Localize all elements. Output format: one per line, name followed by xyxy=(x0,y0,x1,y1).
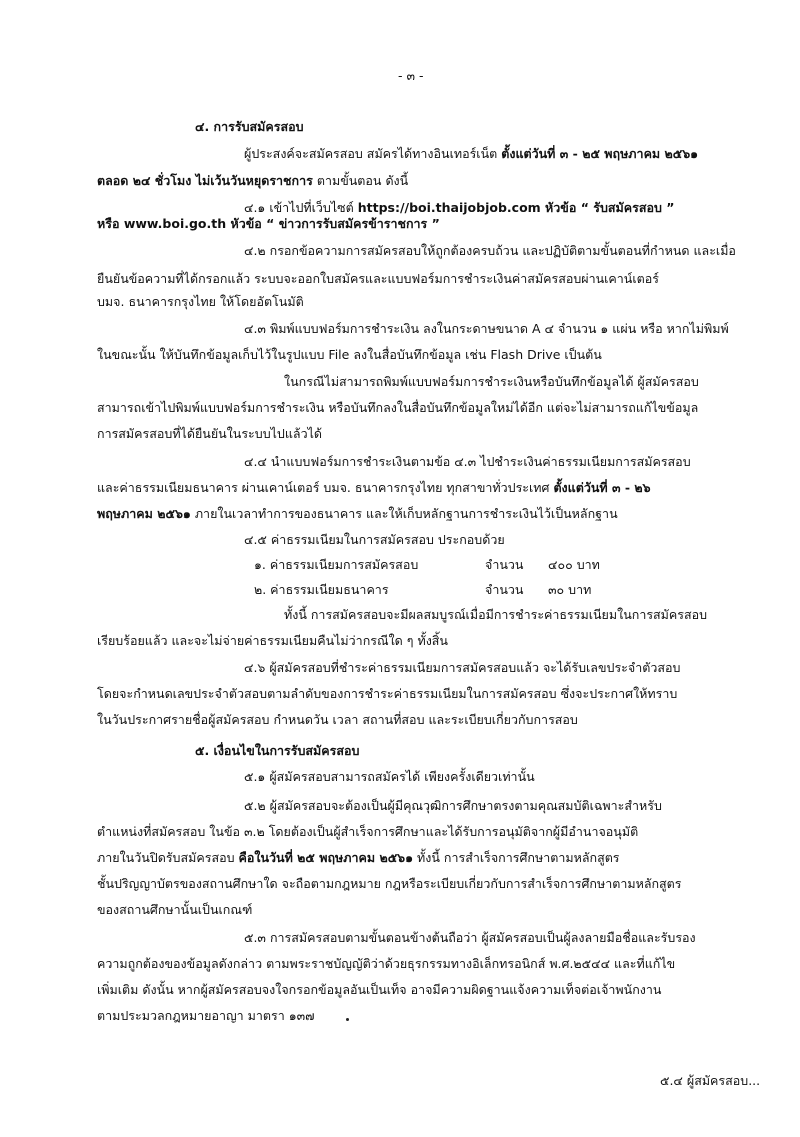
p43-line2: ในขณะนั้น ให้บันทึกข้อมูลเก็บไว้ในรูปแบบ File ลงในสื่อบันทึกข้อมูล เช่น Flash Drive เป็นต้น xyxy=(97,347,602,362)
p42-line2: ยืนยันข้อความที่ได้กรอกแล้ว ระบบจะออกใบสมัครและแบบฟอร์มการชำระเงินค่าสมัครสอบผ่านเคาน์เตอร์ xyxy=(97,271,659,286)
p46-line1: ๔.๖ ผู้สมัครสอบที่ชำระค่าธรรมเนียมการสมัครสอบแล้ว จะได้รับเลขประจำตัวสอบ xyxy=(244,660,681,675)
p46-line2: โดยจะกำหนดเลขประจำตัวสอบตามลำดับของการชำระค่าธรรมเนียมในการสมัครสอบ ซึ่งจะประกาศให้ทราบ xyxy=(97,686,678,701)
page-number: - ๓ - xyxy=(398,68,424,83)
p44-line1: ๔.๔ นำแบบฟอร์มการชำระเงินตามข้อ ๔.๓ ไปชำระเงินค่าธรรมเนียมการสมัครสอบ xyxy=(244,454,691,469)
p43-line1: ๔.๓ พิมพ์แบบฟอร์มการชำระเงิน ลงในกระดาษขนาด A ๔ จำนวน ๑ แผ่น หรือ หากไม่พิมพ์ xyxy=(244,321,729,336)
p44-payment-dates: ตั้งแต่วันที่ ๓ - ๒๖ xyxy=(553,480,651,495)
p41-line1: ๔.๑ เข้าไปที่เว็บไซต์ https://boi.thaijobjob.com หัวข้อ “ รับสมัครสอบ ” xyxy=(244,200,675,215)
fee-row-bank xyxy=(0,581,800,599)
p42-line1: ๔.๒ กรอกข้อความการสมัครสอบให้ถูกต้องครบถ้วน และปฏิบัติตามขั้นตอนที่กำหนด และเมื่อ xyxy=(244,243,736,258)
p52-deadline: คือในวันที่ ๒๕ พฤษภาคม ๒๕๖๑ xyxy=(238,850,414,865)
p46-line3: ในวันประกาศรายชื่อผู้สมัครสอบ กำหนดวัน เวลา สถานที่สอบ และระเบียบเกี่ยวกับการสอบ xyxy=(97,712,578,727)
p42-line3: บมจ. ธนาคารกรุงไทย ให้โดยอัตโนมัติ xyxy=(97,294,304,309)
p41-website: https://boi.thaijobjob.com หัวข้อ “ รับสมัครสอบ ” xyxy=(357,200,675,215)
s4-intro-line1: ผู้ประสงค์จะสมัครสอบ สมัครได้ทางอินเทอร์เน็ต ตั้งแต่วันที่ ๓ - ๒๕ พฤษภาคม ๒๕๖๑ xyxy=(244,146,699,161)
p41-line2: หรือ www.boi.go.th หัวข้อ “ ข่าวการรับสมัครข้าราชการ ” xyxy=(97,216,440,231)
p44-payment-month: พฤษภาคม ๒๕๖๑ xyxy=(97,506,191,521)
continuation-footer: ๕.๔ ผู้สมัครสอบ... xyxy=(660,1073,761,1088)
p43-line5: การสมัครสอบที่ได้ยืนยันในระบบไปแล้วได้ xyxy=(97,426,323,441)
fee-label: ๑. ค่าธรรมเนียมการสมัครสอบ xyxy=(254,557,419,572)
fee-amount: ๔๐๐ บาท xyxy=(548,557,600,572)
p51: ๕.๑ ผู้สมัครสอบสามารถสมัครได้ เพียงครั้งเดียวเท่านั้น xyxy=(244,769,535,784)
s4-intro-hours: ตลอด ๒๔ ชั่วโมง ไม่เว้นวันหยุดราชการ xyxy=(97,173,313,188)
p43-line4: สามารถเข้าไปพิมพ์แบบฟอร์มการชำระเงิน หรือบันทึกลงในสื่อบันทึกข้อมูลใหม่ได้อีก แต่จะไม่สามารถแก้ไขข้อมูล xyxy=(97,400,699,415)
p52-line1: ๕.๒ ผู้สมัครสอบจะต้องเป็นผู้มีคุณวุฒิการศึกษาตรงตามคุณสมบัติเฉพาะสำหรับ xyxy=(244,798,662,813)
s4-intro-line2: ตลอด ๒๔ ชั่วโมง ไม่เว้นวันหยุดราชการ ตามขั้นตอน ดังนี้ xyxy=(97,173,409,188)
p52-line3: ภายในวันปิดรับสมัครสอบ คือในวันที่ ๒๕ พฤษภาคม ๒๕๖๑ ทั้งนี้ การสำเร็จการศึกษาตามหลักสูตร xyxy=(97,850,620,865)
p53-line3: เพิ่มเติม ดังนั้น หากผู้สมัครสอบจงใจกรอกข้อมูลอันเป็นเท็จ อาจมีความผิดฐานแจ้งความเท็จต่อเจ้าพนักงาน xyxy=(97,982,662,997)
fee-label: ๒. ค่าธรรมเนียมธนาคาร xyxy=(254,582,389,597)
p52-line4: ชั้นปริญญาบัตรของสถานศึกษาใด จะถือตามกฎหมาย กฎหรือระเบียบเกี่ยวกับการสำเร็จการศึกษาตามหลักสูตร xyxy=(97,876,682,891)
p45-note-line2: เรียบร้อยแล้ว และจะไม่จ่ายค่าธรรมเนียมคืนไม่ว่ากรณีใด ๆ ทั้งสิ้น xyxy=(97,633,448,648)
stray-dot xyxy=(346,1018,349,1021)
p53-line2: ความถูกต้องของข้อมูลดังกล่าว ตามพระราชบัญญัติว่าด้วยธุรกรรมทางอิเล็กทรอนิกส์ พ.ศ.๒๕๔๔ และที่แก้ไข xyxy=(97,956,676,971)
section-5-heading: ๕. เงื่อนไขในการรับสมัครสอบ xyxy=(195,743,360,758)
s4-intro-dates: ตั้งแต่วันที่ ๓ - ๒๕ พฤษภาคม ๒๕๖๑ xyxy=(501,146,699,161)
section-4-heading: ๔. การรับสมัครสอบ xyxy=(195,119,304,134)
p52-line5: ของสถานศึกษานั้นเป็นเกณฑ์ xyxy=(97,902,253,917)
p45-intro: ๔.๕ ค่าธรรมเนียมในการสมัครสอบ ประกอบด้วย xyxy=(244,532,505,547)
fee-qty: จำนวน xyxy=(485,557,524,572)
fee-row-application xyxy=(0,556,800,574)
fee-qty: จำนวน xyxy=(485,582,524,597)
p53-line4: ตามประมวลกฎหมายอาญา มาตรา ๑๓๗ xyxy=(97,1008,315,1023)
p44-line3: พฤษภาคม ๒๕๖๑ ภายในเวลาทำการของธนาคาร และให้เก็บหลักฐานการชำระเงินไว้เป็นหลักฐาน xyxy=(97,506,618,521)
p53-line1: ๕.๓ การสมัครสอบตามขั้นตอนข้างต้นถือว่า ผู้สมัครสอบเป็นผู้ลงลายมือชื่อและรับรอง xyxy=(244,930,696,945)
p45-note-line1: ทั้งนี้ การสมัครสอบจะมีผลสมบูรณ์เมื่อมีการชำระค่าธรรมเนียมในการสมัครสอบ xyxy=(284,607,708,622)
fee-amount: ๓๐ บาท xyxy=(548,582,592,597)
p52-line2: ตำแหน่งที่สมัครสอบ ในข้อ ๓.๒ โดยต้องเป็นผู้สำเร็จการศึกษาและได้รับการอนุมัติจากผู้มีอำนาจอนุมัติ xyxy=(97,824,639,839)
p44-line2: และค่าธรรมเนียมธนาคาร ผ่านเคาน์เตอร์ บมจ. ธนาคารกรุงไทย ทุกสาขาทั่วประเทศ ตั้งแต่วันที่ ๓ - ๒๖ xyxy=(97,480,651,495)
p43-line3: ในกรณีไม่สามารถพิมพ์แบบฟอร์มการชำระเงินหรือบันทึกข้อมูลได้ ผู้สมัครสอบ xyxy=(284,374,699,389)
